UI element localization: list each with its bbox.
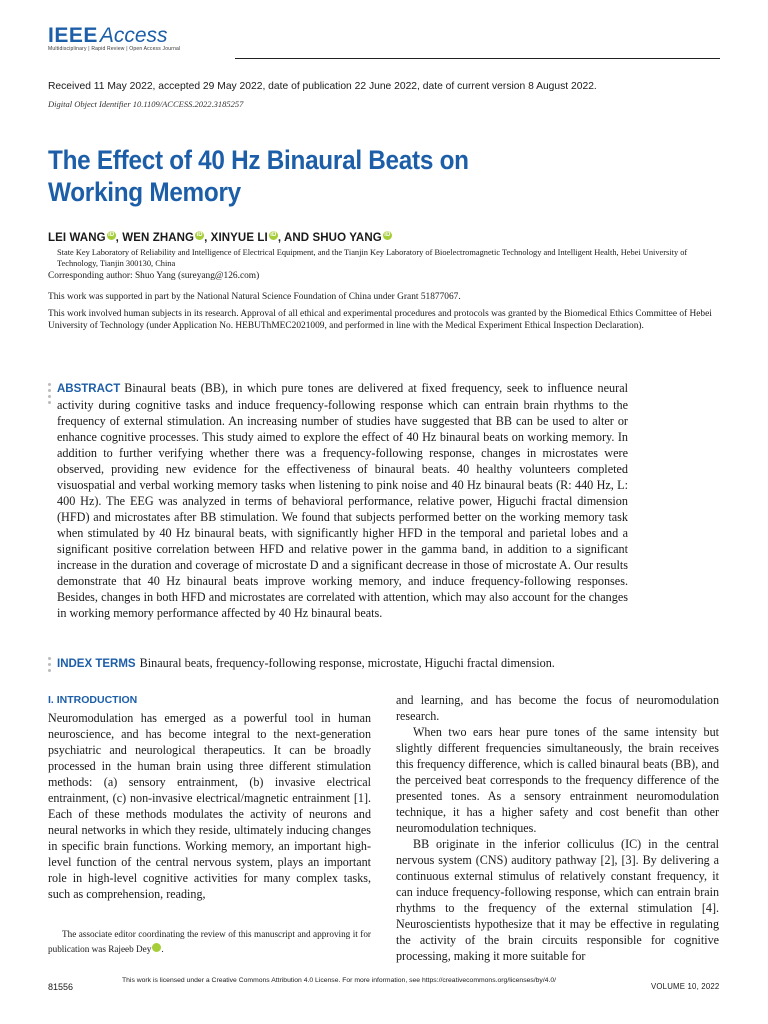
left-column — [48, 694, 371, 902]
corresponding-author: Corresponding author: Shuo Yang (sureyang@126.com) — [48, 271, 260, 281]
editor-footnote — [48, 927, 371, 957]
author-name: LEI WANG — [48, 231, 106, 244]
affiliation: State Key Laboratory of Reliability and Intelligence of Electrical Equipment, and the Tianjin Key Laboratory of Bioelectromagnetic Technology and Intelligent Health, Hebei University of Technology, Tianjin 300130, China — [57, 248, 688, 268]
author-name: XINYUE LI — [210, 231, 268, 244]
funding-note: This work was supported in part by the National Natural Science Foundation of China under Grant 51877067. — [48, 292, 461, 302]
right-column — [396, 692, 719, 964]
footnote-text: The associate editor coordinating the review of this manuscript and approving it for publication was Rajeeb Dey — [48, 929, 371, 954]
author-name: WEN ZHANG — [122, 231, 195, 244]
body-paragraph: Neuromodulation has emerged as a powerful tool in human neuroscience, and has become integral to the next-generation psychiatric and neurological therapeutics. It can be broadly processed in the human brain using three different stimulation methods: (a) sensory entrainment, (b) invasive electrical entrainment, (c) non-invasive electrical/magnetic entrainment [1]. Each of these methods modulates the activity of neurons and neural networks in which they reside, ultimately inducing changes in specific brain functions. Working memory, an important high-level function of the central nervous system, plays an important role in high-level cognitive activities for many complex tasks, such as comprehension, reading, — [48, 711, 371, 901]
logo-ieee-text: IEEE — [48, 24, 98, 47]
abstract-text: Binaural beats (BB), in which pure tones are delivered at fixed frequency, seek to influence neural activity during cognitive tasks and induce frequency-following response which can entrain brain rhythms to the frequency of external stimulation. An increasing number of studies have suggested that BB can be used to alter or enhance cognitive processes. This study aimed to explore the effect of 40 Hz binaural beats on working memory. In addition to further verifying whether there was a frequency-following response, changes in microstates were observed, providing new evidence for the effectiveness of binaural beats. 40 healthy volunteers completed visuospatial and verbal working memory tasks when listening to pink noise and 40 Hz binaural beats (R: 440 Hz, L: 400 Hz). The EEG was analyzed in terms of behavioral performance, relative power, Higuchi fractal dimension (HFD) and microstates after BB stimulation. We found that subjects performed better on the working memory task when stimulated by 40 Hz binaural beats, with significantly higher HFD in the temporal and parietal lobes and a significant positive correlation between HFD and relative power in the gamma band, in addition to a significant increase in the duration and coverage of microstate D and a significant decrease in those of microstate A. Our results demonstrate that 40 Hz binaural beats improve working memory, and induce frequency-following responses. Besides, changes in both HFD and microstates are correlated with attention, which may also account for the changes in working memory performance affected by 40 Hz binaural beats. — [57, 381, 628, 620]
received-dates: Received 11 May 2022, accepted 29 May 2022, date of publication 22 June 2022, date of current version 8 August 2022. — [48, 81, 597, 92]
abstract-label: ABSTRACT — [57, 383, 121, 395]
paper-title: The Effect of 40 Hz Binaural Beats on Working Memory — [48, 145, 469, 207]
index-terms-text: Binaural beats, frequency-following response, microstate, Higuchi fractal dimension. — [139, 656, 555, 670]
ethics-statement: This work involved human subjects in its research. Approval of all ethical and experimental procedures and protocols was granted by the Biomedical Ethics Committee of Hebei University of Technology (under Application No. HEBUThMEC2021009, and performed in line with the Medical Experiment Ethical Inspection Declaration). — [48, 309, 712, 331]
header-divider — [235, 58, 720, 59]
body-paragraph: When two ears hear pure tones of the same intensity but slightly different frequencies simultaneously, the brain receives this frequency difference, which is called binaural beats (BB), and the perceived beat corresponds to the frequency difference of the presented tones. As a sensory entrainment neuromodulation technique, it has a higher safety and cost benefit than other neuromodulation techniques. — [396, 725, 719, 835]
footnote-end: . — [161, 944, 164, 954]
orcid-icon[interactable]: iD — [384, 232, 391, 238]
author-name: SHUO YANG — [312, 231, 382, 244]
page-number: 81556 — [48, 982, 74, 992]
volume-label: VOLUME 10, 2022 — [651, 982, 720, 991]
logo-access-text: Access — [99, 24, 168, 47]
orcid-icon[interactable]: iD — [152, 943, 161, 952]
orcid-icon[interactable]: iD — [270, 232, 277, 238]
body-paragraph: BB originate in the inferior colliculus (IC) in the central nervous system (CNS) auditory pathway [2], [3]. By delivering a continuous external stimulus of relatively constant frequency, it can induce frequency-following response, which can entrain brain rhythms to the frequency of the external stimulation [4]. Neuroscientists hypothesize that it may be effective in regulating the activity of the brain circuits responsible for cognitive processing, making it more suitable for — [396, 837, 719, 963]
journal-tagline: Multidisciplinary | Rapid Review | Open Access Journal — [48, 46, 181, 52]
index-terms — [57, 656, 555, 671]
author-separator: , — [204, 231, 211, 244]
index-terms-label: INDEX TERMS — [57, 658, 136, 670]
license-notice[interactable]: This work is licensed under a Creative Commons Attribution 4.0 License. For more information, see https://creativecommons.org/licenses/by/4.0/ — [122, 977, 557, 984]
orcid-icon[interactable]: iD — [196, 232, 203, 238]
author-separator: , — [115, 231, 123, 244]
author-list — [48, 231, 392, 244]
doi[interactable]: Digital Object Identifier 10.1109/ACCESS.2022.3185257 — [48, 99, 244, 109]
section-heading-introduction: I. INTRODUCTION — [48, 694, 138, 706]
orcid-icon[interactable]: iD — [108, 232, 115, 238]
index-terms-dots-icon — [48, 657, 53, 675]
body-paragraph: and learning, and has become the focus of neuromodulation research. — [396, 693, 719, 723]
abstract — [57, 380, 628, 621]
author-separator: , AND — [277, 231, 313, 244]
abstract-dots-icon — [48, 383, 53, 407]
